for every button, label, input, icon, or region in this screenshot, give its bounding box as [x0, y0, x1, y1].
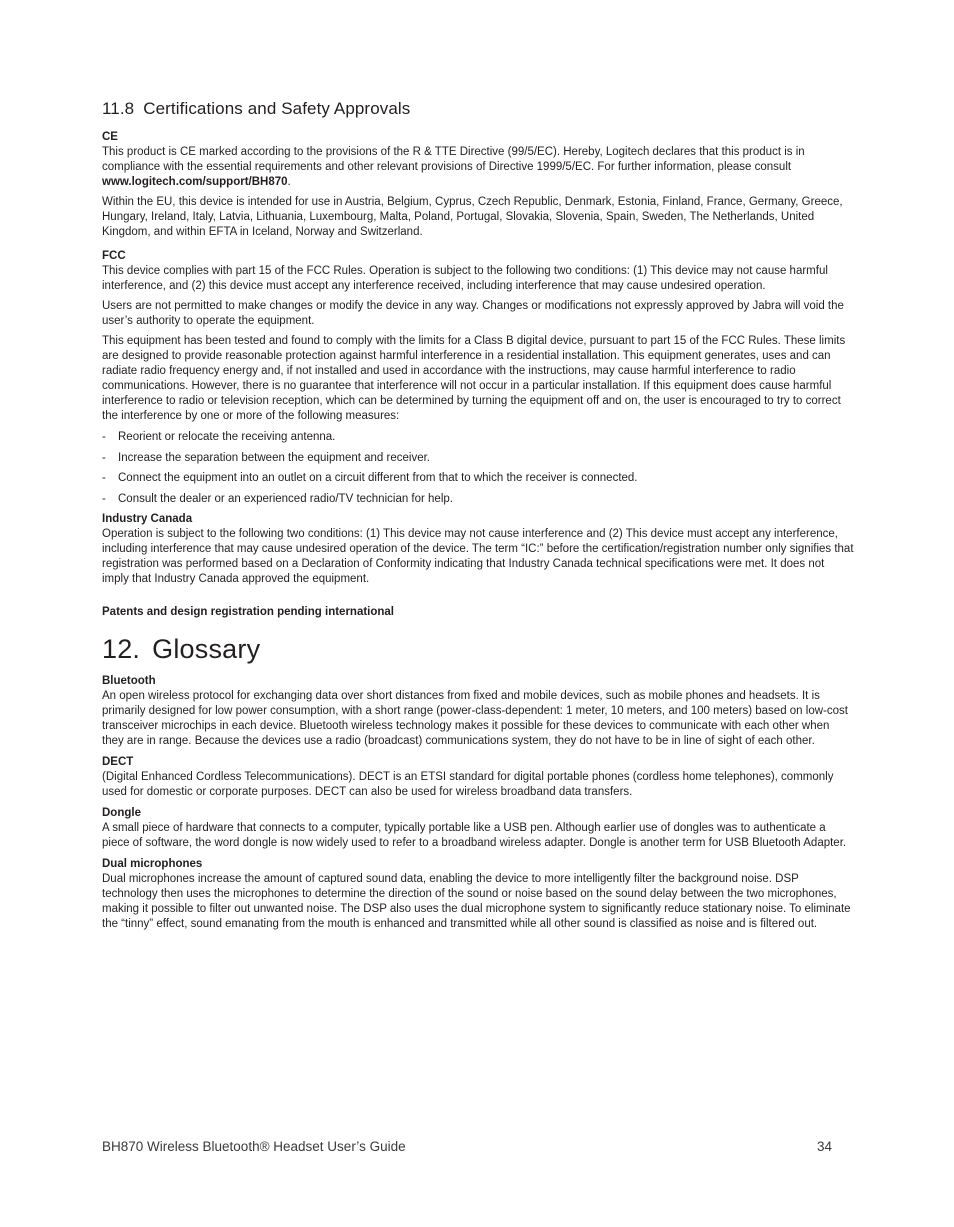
glossary-number: 12. — [102, 634, 141, 664]
fcc-paragraph-2: Users are not permitted to make changes or modify the device in any way. Changes or modifications not expressly approved by Jabra will void the user’s authority to operate the equipment. — [102, 300, 844, 327]
industry-canada-paragraph: Operation is subject to the following two conditions: (1) This device may not cause interference and (2) This device must accept any interference, including interference that may cause undesired operation of the device. The term “IC:” before the certification/registration number only signifies that registration was performed based on a Declaration of Conformity indicating that Industry Canada technical specifications were met. It does not imply that Industry Canada approved the equipment. — [102, 528, 854, 585]
glossary-definition: (Digital Enhanced Cordless Telecommunications). DECT is an ETSI standard for digital portable phones (cordless home telephones), commonly used for domestic or corporate purposes. DECT can also be used for wireless broadband data transfers. — [102, 771, 834, 798]
glossary-entry — [102, 674, 854, 749]
fcc-heading: FCC — [102, 250, 126, 262]
glossary-term: Dual microphones — [102, 858, 203, 870]
page-number: 34 — [816, 1139, 832, 1154]
ce-paragraph-2: Within the EU, this device is intended for use in Austria, Belgium, Cyprus, Czech Republic, Denmark, Estonia, Finland, France, Germany, Greece, Hungary, Ireland, Italy, Latvia, Lithuania, Luxembourg, Malta, Poland, Portugal, Slovakia, Slovenia, Spain, Sweden, The Netherlands, United Kingdom, and within EFTA in Iceland, Norway and Switzerland. — [102, 196, 843, 238]
glossary-term: DECT — [102, 756, 134, 768]
glossary-term: Dongle — [102, 807, 141, 819]
industry-canada-heading: Industry Canada — [102, 513, 193, 525]
list-item: - Reorient or relocate the receiving antenna. — [102, 430, 854, 445]
glossary-term: Bluetooth — [102, 675, 156, 687]
glossary-definition: A small piece of hardware that connects to a computer, typically portable like a USB pen. Although earlier use of dongles was to authenticate a piece of software, the word dongle is now widely used to refer to a broadband wireless adapter. Dongle is another term for USB Bluetooth Adapter. — [102, 822, 847, 849]
ce-heading: CE — [102, 131, 118, 143]
glossary-definition: An open wireless protocol for exchanging data over short distances from fixed and mobile devices, such as mobile phones and headsets. It is primarily designed for low power consumption, with a short range (power-class-dependent: 1 meter, 10 meters, and 100 meters) based on low-cost transceiver microchips in each device. Bluetooth wireless technology makes it possible for these devices to communicate with each other when they are in range. Because the devices use a radio (broadcast) communications system, they do not have to be in line of sight of each other. — [102, 690, 848, 747]
glossary-heading — [102, 632, 854, 666]
section-title: Certifications and Safety Approvals — [143, 99, 411, 118]
list-item: - Connect the equipment into an outlet on a circuit different from that to which the receiver is connected. — [102, 471, 854, 486]
glossary-entry — [102, 755, 854, 800]
ce-paragraph-1 — [102, 145, 854, 190]
support-link[interactable]: www.logitech.com/support/BH870 — [102, 176, 288, 188]
glossary-entry — [102, 806, 854, 851]
fcc-paragraph-3: This equipment has been tested and found to comply with the limits for a Class B digital device, pursuant to part 15 of the FCC Rules. These limits are designed to provide reasonable protection against harmful interference in a residential installation. This equipment generates, uses and can radiate radio frequency energy and, if not installed and used in accordance with the instructions, may cause harmful interference to radio communications. However, there is no guarantee that interference will not occur in a particular installation. If this equipment does cause harmful interference to radio or television reception, which can be determined by turning the equipment off and on, the user is encouraged to try to correct the interference by one or more of the following measures: — [102, 335, 846, 422]
patents-notice: Patents and design registration pending international — [102, 606, 395, 618]
ce-paragraph-1-end: . — [287, 176, 291, 188]
list-item: - Increase the separation between the equipment and receiver. — [102, 451, 854, 466]
glossary-title: Glossary — [152, 634, 261, 664]
fcc-paragraph-1: This device complies with part 15 of the FCC Rules. Operation is subject to the following two conditions: (1) This device may not cause harmful interference, and (2) this device must accept any interference received, including interference that may cause undesired operation. — [102, 265, 828, 292]
fcc-measures-list — [102, 430, 854, 507]
page-content — [102, 98, 854, 938]
footer-title: BH870 Wireless Bluetooth® Headset User’s Guide — [102, 1139, 406, 1154]
ce-paragraph-1-text: This product is CE marked according to the provisions of the R & TTE Directive (99/5/EC). Hereby, Logitech declares that this product is in compliance with the essential requirements and other relevant provisions of Directive 1999/5/EC. For further information, please consult — [102, 146, 805, 173]
section-heading — [102, 98, 854, 120]
glossary-definition: Dual microphones increase the amount of captured sound data, enabling the device to more intelligently filter the background noise. DSP technology then uses the microphones to determine the direction of the sound or noise based on the sound delay between the two microphones, making it possible to filter out unwanted noise. The DSP also uses the dual microphone system to significantly reduce stationary noise. To eliminate the “tinny” effect, sound emanating from the mouth is enhanced and transmitted while all other sound is classified as noise and is filtered out. — [102, 873, 851, 930]
glossary-entry — [102, 857, 854, 932]
list-item: - Consult the dealer or an experienced radio/TV technician for help. — [102, 492, 854, 507]
section-number: 11.8 — [102, 99, 135, 118]
